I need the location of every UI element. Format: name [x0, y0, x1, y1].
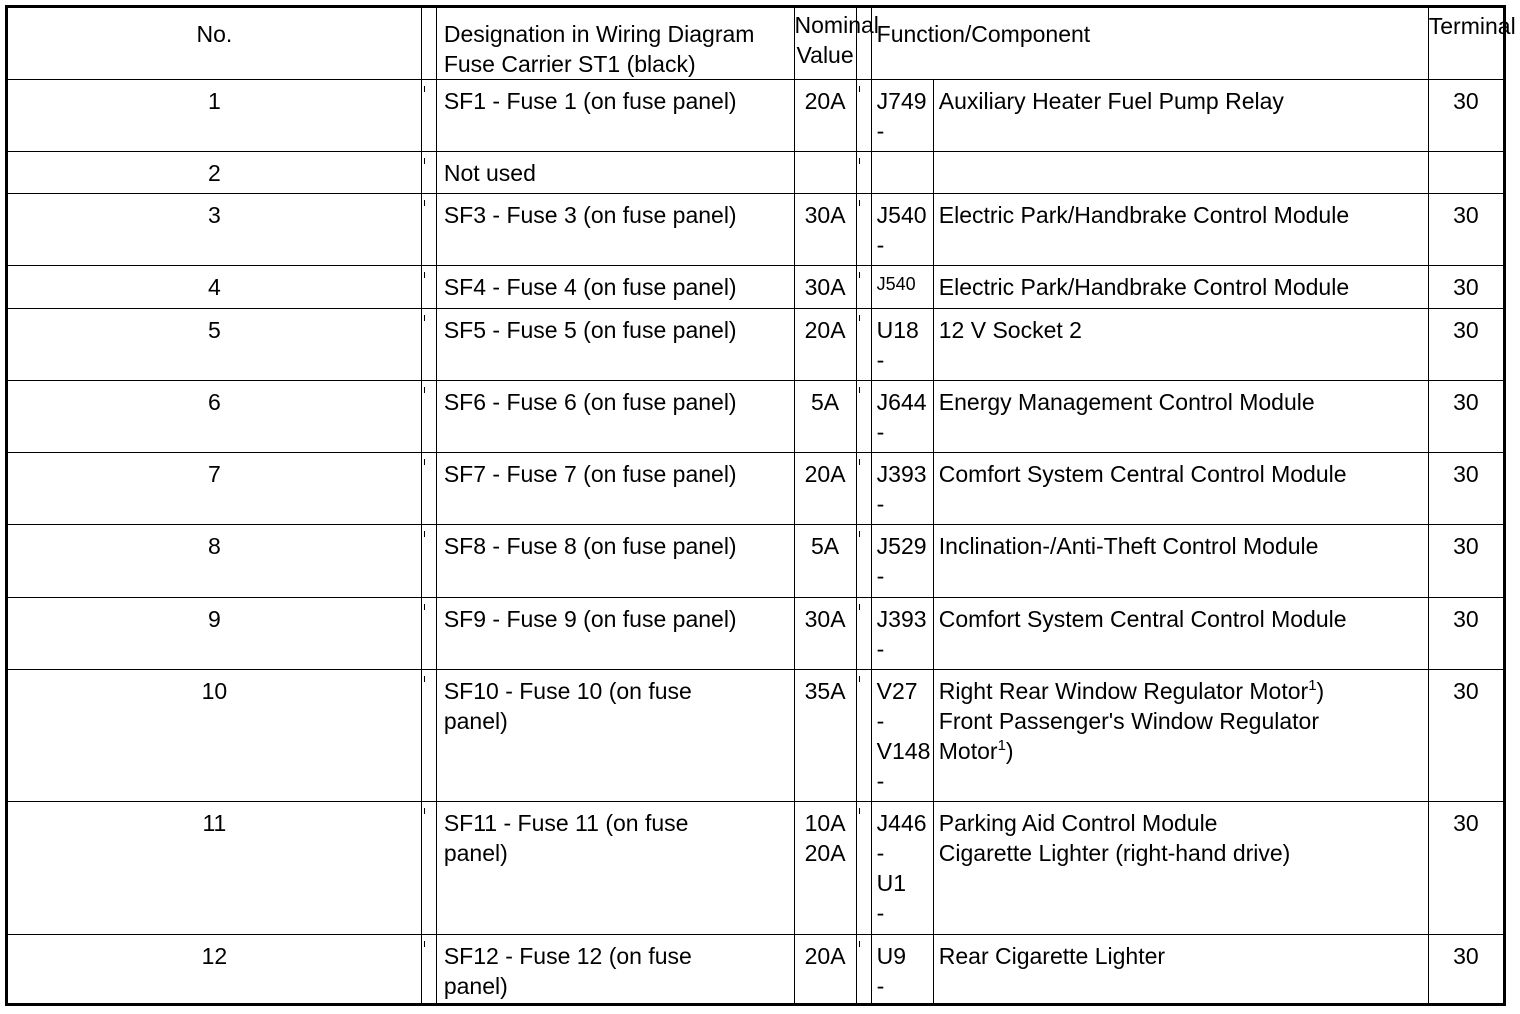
fuse-number: 4 — [7, 266, 422, 309]
fuse-number: 5 — [7, 309, 422, 381]
component-code-line: J540 — [876, 202, 927, 228]
function-description — [933, 453, 1428, 525]
designation-line: SF3 - Fuse 3 (on fuse panel) — [443, 202, 737, 228]
designation-line: SF9 - Fuse 9 (on fuse panel) — [443, 606, 737, 632]
table-row — [7, 194, 1505, 266]
component-code — [871, 194, 933, 266]
nominal-value — [794, 802, 856, 935]
function-line — [939, 706, 1428, 736]
function-text: Rear Cigarette Lighter — [938, 943, 1166, 969]
component-code — [871, 525, 933, 598]
fuse-table — [5, 5, 1516, 1006]
tick-mark — [424, 941, 425, 947]
tick-mark — [424, 387, 425, 393]
spacer-cell — [856, 802, 871, 935]
component-code-line: U1 — [876, 870, 907, 896]
designation-line: panel) — [443, 973, 508, 999]
component-code-line: - — [876, 900, 885, 926]
table-row — [7, 266, 1505, 309]
nominal-value — [794, 598, 856, 670]
header-nominal-value — [794, 7, 879, 80]
function-line: Motor$^1$) — [938, 737, 1014, 764]
function-description — [933, 525, 1428, 598]
spacer-cell — [421, 7, 436, 80]
amperage-value: 30A — [804, 274, 846, 300]
terminal-value: 30 — [1428, 453, 1504, 525]
function-description — [933, 152, 1428, 194]
component-code-line: - — [876, 419, 885, 445]
table-row — [7, 935, 1505, 1005]
fuse-designation — [436, 525, 794, 598]
fuse-number: 11 — [7, 802, 422, 935]
spacer-cell — [421, 598, 436, 670]
spacer-cell — [421, 670, 436, 802]
spacer-cell — [856, 266, 871, 309]
tick-mark — [859, 315, 860, 321]
tick-mark — [424, 158, 425, 164]
fuse-number: 3 — [7, 194, 422, 266]
function-text: Energy Management Control Module — [938, 389, 1315, 415]
tick-mark — [424, 86, 425, 92]
designation-line: SF4 - Fuse 4 (on fuse panel) — [443, 274, 737, 300]
component-code-line: J446 — [876, 810, 927, 836]
function-text: Right Rear Window Regulator Motor — [938, 678, 1309, 704]
function-text: Front Passenger's Window Regulator — [938, 708, 1319, 734]
component-code-line: J749 — [876, 88, 927, 114]
component-code — [871, 802, 933, 935]
amperage-value: 20A — [804, 317, 846, 343]
tick-mark — [859, 604, 860, 610]
function-line — [939, 838, 1428, 868]
nominal-value — [794, 194, 856, 266]
nominal-value — [794, 453, 856, 525]
component-code-line: U18 — [876, 317, 919, 343]
table-row — [7, 309, 1505, 381]
spacer-cell — [421, 266, 436, 309]
component-code-line: J529 — [876, 533, 927, 559]
spacer-cell — [421, 194, 436, 266]
tick-mark — [859, 808, 860, 814]
designation-line: SF6 - Fuse 6 (on fuse panel) — [443, 389, 737, 415]
amperage-value: 20A — [804, 943, 846, 969]
designation-line: SF1 - Fuse 1 (on fuse panel) — [443, 88, 737, 114]
function-line — [939, 86, 1428, 116]
amperage-value: 5A — [811, 533, 840, 559]
function-line — [939, 604, 1428, 634]
function-text: Electric Park/Handbrake Control Module — [938, 274, 1350, 300]
spacer-cell — [421, 453, 436, 525]
terminal-value: 30 — [1428, 309, 1504, 381]
function-description — [933, 309, 1428, 381]
spacer-cell — [421, 80, 436, 152]
function-text: Cigarette Lighter (right-hand drive) — [938, 840, 1291, 866]
tick-mark — [859, 86, 860, 92]
tick-mark — [859, 387, 860, 393]
designation-line: Not used — [443, 160, 536, 186]
component-code-line: U9 — [876, 943, 907, 969]
component-code-line: J644 — [876, 389, 927, 415]
designation-line: panel) — [443, 840, 508, 866]
fuse-number: 7 — [7, 453, 422, 525]
table-row — [7, 80, 1505, 152]
nominal-value — [794, 381, 856, 453]
function-description — [933, 194, 1428, 266]
header-no: No. — [7, 7, 422, 80]
tick-mark — [424, 200, 425, 206]
designation-line: SF11 - Fuse 11 (on fuse — [443, 810, 689, 836]
tick-mark — [859, 459, 860, 465]
tick-mark — [859, 531, 860, 537]
function-description — [933, 80, 1428, 152]
fuse-number: 12 — [7, 935, 422, 1005]
terminal-value: 30 — [1428, 802, 1504, 935]
terminal-value — [1428, 152, 1504, 194]
function-description — [933, 598, 1428, 670]
function-line — [939, 808, 1428, 838]
component-code — [871, 381, 933, 453]
table-row — [7, 670, 1505, 802]
terminal-value: 30 — [1428, 194, 1504, 266]
header-designation-line2: Fuse Carrier ST1 (black) — [443, 51, 696, 77]
component-code-line: J393 — [876, 461, 927, 487]
function-text: Comfort System Central Control Module — [938, 606, 1347, 632]
header-function: Function/Component — [871, 7, 1428, 80]
header-nominal-line2: Value — [796, 42, 854, 68]
amperage-value: 10A — [804, 810, 846, 836]
function-text: Motor — [938, 738, 998, 764]
component-code-line: - — [876, 347, 885, 373]
fuse-designation — [436, 802, 794, 935]
component-code — [871, 80, 933, 152]
nominal-value — [794, 266, 856, 309]
function-line — [939, 459, 1428, 489]
spacer-cell — [856, 381, 871, 453]
function-text: Auxiliary Heater Fuel Pump Relay — [938, 88, 1284, 114]
function-line: Right Rear Window Regulator Motor$^1$) — [938, 677, 1325, 704]
table-header-row — [7, 7, 1505, 80]
designation-line: SF8 - Fuse 8 (on fuse panel) — [443, 533, 737, 559]
designation-line: panel) — [443, 708, 508, 734]
function-text: Parking Aid Control Module — [938, 810, 1218, 836]
spacer-cell — [856, 194, 871, 266]
function-line — [939, 531, 1428, 561]
table-row — [7, 525, 1505, 598]
fuse-designation — [436, 194, 794, 266]
terminal-value: 30 — [1428, 266, 1504, 309]
component-code-line: - — [876, 636, 885, 662]
amperage-value: 5A — [811, 389, 840, 415]
table-row — [7, 802, 1505, 935]
function-text: 12 V Socket 2 — [938, 317, 1082, 343]
header-terminal: Terminal — [1428, 7, 1504, 80]
designation-line: SF10 - Fuse 10 (on fuse — [443, 678, 692, 704]
tick-mark — [424, 315, 425, 321]
component-code — [871, 453, 933, 525]
terminal-value: 30 — [1428, 80, 1504, 152]
tick-mark — [424, 676, 425, 682]
spacer-cell — [856, 935, 871, 1005]
nominal-value — [794, 152, 856, 194]
component-code — [871, 935, 933, 1005]
header-designation-line1: Designation in Wiring Diagram — [443, 21, 755, 47]
component-code-line: V27 — [876, 678, 918, 704]
terminal-value: 30 — [1428, 935, 1504, 1005]
fuse-designation — [436, 381, 794, 453]
component-code-line: - — [876, 491, 885, 517]
component-code-line: - — [876, 708, 885, 734]
header-nominal-line1: Nominal — [794, 12, 879, 38]
fuse-designation — [436, 670, 794, 802]
designation-line: SF7 - Fuse 7 (on fuse panel) — [443, 461, 737, 487]
fuse-number: 8 — [7, 525, 422, 598]
tick-mark — [424, 459, 425, 465]
table-row — [7, 598, 1505, 670]
spacer-cell — [421, 935, 436, 1005]
amperage-value: 30A — [804, 202, 846, 228]
spacer-cell — [421, 152, 436, 194]
terminal-value: 30 — [1428, 525, 1504, 598]
table-row — [7, 152, 1505, 194]
tick-mark — [424, 808, 425, 814]
footnote-marker: 1 — [997, 737, 1006, 754]
tick-mark — [424, 531, 425, 537]
component-code-line: - — [876, 232, 885, 258]
tick-mark — [859, 200, 860, 206]
component-code-line: V148 — [876, 738, 931, 764]
component-code-line: - — [876, 768, 885, 794]
nominal-value — [794, 80, 856, 152]
terminal-value: 30 — [1428, 598, 1504, 670]
spacer-cell — [856, 453, 871, 525]
component-code — [871, 670, 933, 802]
function-line — [939, 315, 1428, 345]
amperage-value: 20A — [804, 840, 846, 866]
component-code-line: - — [876, 563, 885, 589]
fuse-designation — [436, 935, 794, 1005]
table-row — [7, 381, 1505, 453]
tick-mark — [424, 604, 425, 610]
function-line — [939, 272, 1428, 302]
component-code — [871, 152, 933, 194]
table-row — [7, 453, 1505, 525]
function-description — [933, 670, 1428, 802]
function-line — [939, 200, 1428, 230]
nominal-value — [794, 935, 856, 1005]
nominal-value — [794, 525, 856, 598]
fuse-designation — [436, 598, 794, 670]
spacer-cell — [856, 80, 871, 152]
fuse-number: 9 — [7, 598, 422, 670]
component-code-line: - — [876, 840, 885, 866]
fuse-designation — [436, 152, 794, 194]
nominal-value — [794, 309, 856, 381]
designation-line: SF12 - Fuse 12 (on fuse — [443, 943, 692, 969]
function-text: Comfort System Central Control Module — [938, 461, 1347, 487]
fuse-number: 2 — [7, 152, 422, 194]
function-text: Inclination-/Anti-Theft Control Module — [938, 533, 1319, 559]
terminal-value: 30 — [1428, 381, 1504, 453]
function-description — [933, 266, 1428, 309]
spacer-cell — [856, 670, 871, 802]
component-code — [871, 309, 933, 381]
tick-mark — [859, 676, 860, 682]
terminal-value: 30 — [1428, 670, 1504, 802]
fuse-designation — [436, 266, 794, 309]
amperage-value: 20A — [804, 88, 846, 114]
function-description — [933, 935, 1428, 1005]
spacer-cell — [856, 309, 871, 381]
spacer-cell — [421, 525, 436, 598]
function-description — [933, 381, 1428, 453]
function-text: Electric Park/Handbrake Control Module — [938, 202, 1350, 228]
spacer-cell — [421, 309, 436, 381]
spacer-cell — [856, 525, 871, 598]
spacer-cell — [421, 802, 436, 935]
function-line — [939, 941, 1428, 971]
amperage-value: 30A — [804, 606, 846, 632]
fuse-number: 6 — [7, 381, 422, 453]
function-description — [933, 802, 1428, 935]
amperage-value: 20A — [804, 461, 846, 487]
function-line — [939, 387, 1428, 417]
fuse-number: 10 — [7, 670, 422, 802]
tick-mark — [424, 272, 425, 278]
footnote-marker: 1 — [1308, 677, 1317, 694]
header-designation — [436, 7, 794, 80]
component-code — [871, 598, 933, 670]
component-code-line: J540 — [876, 274, 916, 294]
spacer-cell — [856, 152, 871, 194]
tick-mark — [859, 272, 860, 278]
spacer-cell — [421, 381, 436, 453]
fuse-designation — [436, 80, 794, 152]
component-code — [871, 266, 933, 309]
component-code-line: - — [876, 118, 885, 144]
component-code-line: - — [876, 973, 885, 999]
spacer-cell — [856, 7, 871, 80]
fuse-number: 1 — [7, 80, 422, 152]
tick-mark — [859, 158, 860, 164]
fuse-designation — [436, 453, 794, 525]
nominal-value — [794, 670, 856, 802]
component-code-line: J393 — [876, 606, 927, 632]
amperage-value: 35A — [804, 678, 846, 704]
designation-line: SF5 - Fuse 5 (on fuse panel) — [443, 317, 737, 343]
fuse-designation — [436, 309, 794, 381]
spacer-cell — [856, 598, 871, 670]
tick-mark — [859, 941, 860, 947]
